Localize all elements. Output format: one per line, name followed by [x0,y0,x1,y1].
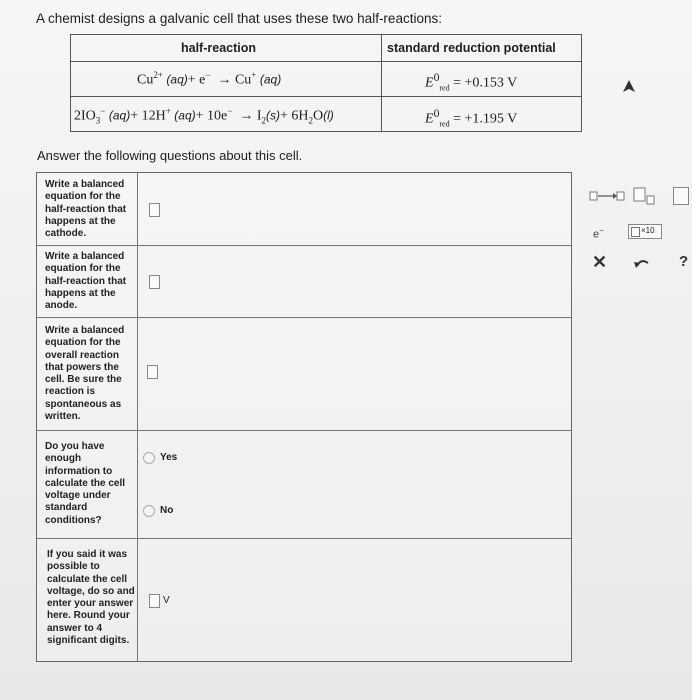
cell-voltage-input[interactable] [149,594,160,608]
cathode-answer-input[interactable] [149,203,160,217]
half-reaction-1-equation: $Cu^{2+}$ (aq)+ e− → Cu+ (aq) [137,70,282,88]
question-column-divider [137,173,138,661]
answer-prompt: Answer the following questions about this cell. [37,148,303,163]
radio-yes[interactable] [143,452,155,464]
question-table [36,172,572,662]
superscript-button[interactable] [673,187,689,205]
anode-answer-input[interactable] [149,275,160,289]
question-cathode: Write a balanced equation for the half-reaction that happens at the cathode. [45,179,127,240]
half-reaction-2-equation: $2IO_3^-$ (aq)+ 12H+ $(aq)+ 10e^- \to I_2(s)+ 6H_2O(l)$ [74,106,334,126]
times-ten-label: ×10 [641,226,655,235]
potential-2: $E^0_{red} = +1.195$ V [425,107,518,129]
intro-text: A chemist designs a galvanic cell that uses these two half-reactions: [36,11,442,26]
help-icon[interactable]: ? [679,253,689,270]
undo-button[interactable] [632,254,652,277]
radio-no[interactable] [143,505,155,517]
scientific-notation-button[interactable] [628,224,662,239]
placeholder-box-icon [631,227,640,237]
table-row-divider [71,96,581,97]
question-enough-info: Do you have enough information to calculate the cell voltage under standard conditions? [45,441,126,526]
electron-button[interactable]: e− [593,226,604,241]
undo-icon [632,254,652,272]
question-anode: Write a balanced equation for the half-reaction that happens at the anode. [45,251,127,312]
row-divider [37,538,571,539]
row-divider [37,430,571,431]
cursor-icon [622,80,636,96]
reaction-arrow-button[interactable] [589,189,625,203]
subscript-icon [633,187,657,205]
half-reaction-table [70,34,582,132]
electron-label: e [593,228,600,241]
row-divider [37,245,571,246]
close-icon[interactable]: ✕ [592,252,608,272]
potential-2-value: = +1.195 V [453,111,518,127]
radio-yes-label: Yes [160,452,178,463]
header-standard-reduction-potential: standard reduction potential [387,41,556,55]
overall-answer-input[interactable] [147,365,158,379]
subscript-button[interactable] [633,187,657,205]
question-overall: Write a balanced equation for the overall reaction that powers the cell. Be sure the reaction is spontaneous as written. [45,325,125,423]
potential-1-value: = +0.153 V [453,75,518,91]
radio-no-label: No [160,505,174,516]
question-cell-voltage: If you said it was possible to calculate the cell voltage, do so and enter your answer here. Round your answer to 4 significant digits. [47,549,135,647]
reaction-arrow-icon [589,189,625,203]
row-divider [37,317,571,318]
voltage-unit: V [163,595,170,606]
potential-1: $E^0_{red} = +0.153$ V [425,71,518,93]
table-column-divider [381,35,382,131]
header-half-reaction: half-reaction [181,41,257,55]
